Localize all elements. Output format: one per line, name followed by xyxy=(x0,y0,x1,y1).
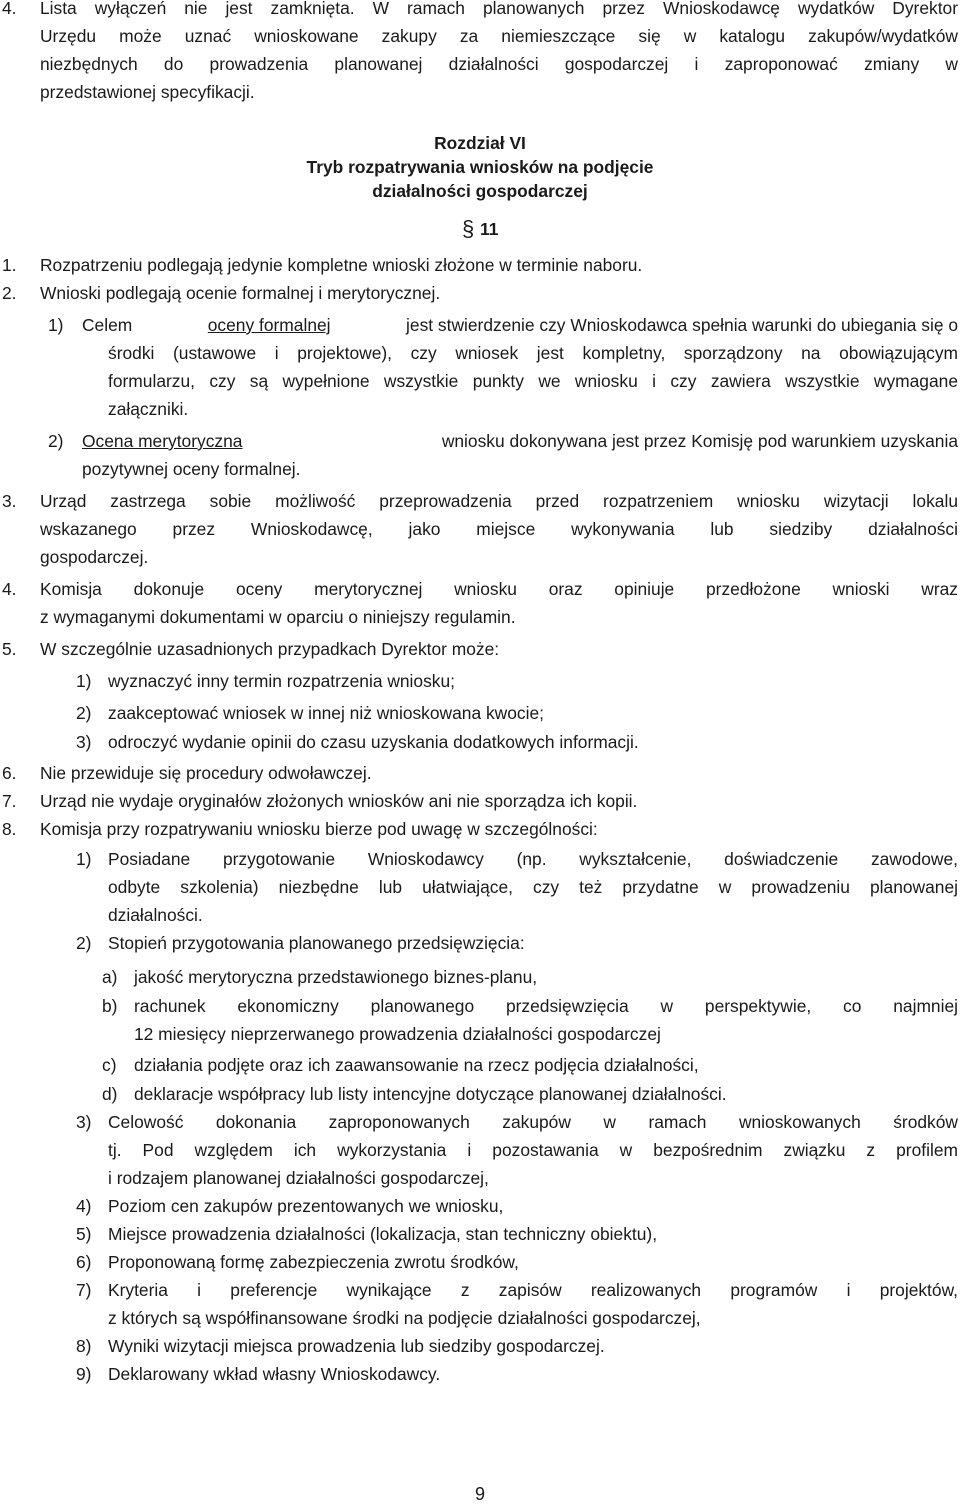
list-number: 1. xyxy=(2,255,17,275)
paragraph-text: Proponowaną formę zabezpieczenia zwrotu środków, xyxy=(108,1252,519,1272)
paragraph-text: rachunek ekonomiczny planowanego przedsięwzięcia w perspektywie, co najmniej xyxy=(134,996,958,1016)
sub-item xyxy=(0,1194,960,1218)
paragraph-text: odroczyć wydanie opinii do czasu uzyskania dodatkowych informacji. xyxy=(108,732,639,752)
sub-item-line xyxy=(0,1166,960,1190)
paragraph-text: Rozpatrzeniu podlegają jedynie kompletne wnioski złożone w terminie naboru. xyxy=(40,255,643,275)
list-number: 4. xyxy=(2,579,17,599)
paragraph-text xyxy=(82,313,958,337)
list-number: 3. xyxy=(2,491,17,511)
paragraph-text: z wymaganymi dokumentami w oparciu o niniejszy regulamin. xyxy=(40,607,516,627)
sub-item xyxy=(0,429,960,453)
sub-item-line xyxy=(0,457,960,481)
list-letter: d) xyxy=(102,1084,118,1104)
sub-item xyxy=(0,931,960,955)
sub-item-line xyxy=(0,903,960,927)
list-number: 5) xyxy=(76,1224,92,1244)
letter-item xyxy=(0,1053,960,1077)
paragraph-text: Deklarowany wkład własny Wnioskodawcy. xyxy=(108,1364,441,1384)
paragraph-text: działalności. xyxy=(108,905,203,925)
paragraph-text: tj. Pod względem ich wykorzystania i pozostawania w bezpośrednim związku z profilem xyxy=(108,1140,958,1160)
sub-item-line xyxy=(0,397,960,421)
paragraph-text: Kryteria i preferencje wynikające z zapisów realizowanych programów i projektów, xyxy=(108,1280,958,1300)
list-item xyxy=(0,761,960,785)
letter-item xyxy=(0,1082,960,1106)
sub-item xyxy=(0,1250,960,1274)
sub-item xyxy=(0,730,960,754)
paragraph-text: zaakceptować wniosek w innej niż wnioskowana kwocie; xyxy=(108,703,544,723)
paragraph-text: Komisja przy rozpatrywaniu wniosku bierze pod uwagę w szczególności: xyxy=(40,819,598,839)
letter-item xyxy=(0,994,960,1018)
list-number: 2) xyxy=(48,431,64,451)
paragraph-text: Nie przewiduje się procedury odwoławczej. xyxy=(40,763,372,783)
paragraph-text: Wnioski podlegają ocenie formalnej i merytorycznej. xyxy=(40,283,441,303)
paragraph-text: deklaracje współpracy lub listy intencyjne dotyczące planowanej działalności. xyxy=(134,1084,727,1104)
sub-item xyxy=(0,669,960,693)
list-item-line xyxy=(0,605,960,629)
chapter-title: działalności gospodarczej xyxy=(372,181,588,201)
paragraph-text: wskazanego przez Wnioskodawcę, jako miejsce wykonywania lub siedziby działalności xyxy=(40,519,958,539)
list-number: 4. xyxy=(2,0,17,18)
paragraph-text: jakość merytoryczna przedstawionego biznes-planu, xyxy=(134,967,538,987)
paragraph-text: Miejsce prowadzenia działalności (lokalizacja, stan techniczny obiektu), xyxy=(108,1224,658,1244)
paragraph-text: środki (ustawowe i projektowe), czy wniosek jest kompletny, sporządzony na obowiązującym xyxy=(108,343,958,363)
list-number: 8. xyxy=(2,819,17,839)
list-item xyxy=(0,489,960,513)
list-number: 7) xyxy=(76,1280,92,1300)
sub-item-line xyxy=(0,341,960,365)
paragraph-text: Celowość dokonania zaproponowanych zakupów w ramach wnioskowanych środków xyxy=(108,1112,958,1132)
list-number: 5. xyxy=(2,639,17,659)
section-heading xyxy=(0,217,960,241)
paragraph-text: formularzu, czy są wypełnione wszystkie punkty we wniosku i czy zawiera wszystkie wymagane xyxy=(108,371,958,391)
list-number: 7. xyxy=(2,791,17,811)
paragraph-text: Lista wyłączeń nie jest zamknięta. W ramach planowanych przez Wnioskodawcę wydatków Dyrektor xyxy=(40,0,958,18)
list-item xyxy=(0,789,960,813)
paragraph-text: W szczególnie uzasadnionych przypadkach Dyrektor może: xyxy=(40,639,500,659)
paragraph-text: niezbędnych do prowadzenia planowanej działalności gospodarczej i zaproponować zmiany w xyxy=(40,54,958,74)
list-item xyxy=(0,253,960,277)
intro-line xyxy=(0,24,960,48)
list-number: 4) xyxy=(76,1196,92,1216)
paragraph-text: działania podjęte oraz ich zaawansowanie na rzecz podjęcia działalności, xyxy=(134,1055,699,1075)
list-letter: b) xyxy=(102,996,118,1016)
paragraph-text: Urzędu może uznać wnioskowane zakupy za niemieszczące się w katalogu zakupów/wydatków xyxy=(40,26,958,46)
list-number: 6) xyxy=(76,1252,92,1272)
sub-item xyxy=(0,1278,960,1302)
list-number: 2) xyxy=(76,703,92,723)
sub-item-line xyxy=(0,875,960,899)
letter-item xyxy=(0,965,960,989)
intro-line xyxy=(0,80,960,104)
list-number: 6. xyxy=(2,763,17,783)
list-number: 1) xyxy=(76,849,92,869)
list-item xyxy=(0,281,960,305)
paragraph-text: z których są współfinansowane środki na podjęcie działalności gospodarczej, xyxy=(108,1308,701,1328)
intro-line xyxy=(0,0,960,20)
underlined-term: Ocena merytoryczna xyxy=(82,431,243,451)
paragraph-text: i rodzajem planowanej działalności gospodarczej, xyxy=(108,1168,489,1188)
sub-item xyxy=(0,701,960,725)
list-item-line xyxy=(0,517,960,541)
text-fragment: jest stwierdzenie czy Wnioskodawca spełnia warunki do ubiegania się o xyxy=(406,315,958,335)
paragraph-text: Posiadane przygotowanie Wnioskodawcy (np. wykształcenie, doświadczenie zawodowe, xyxy=(108,849,958,869)
list-number: 1) xyxy=(48,315,64,335)
list-number: 8) xyxy=(76,1336,92,1356)
sub-item xyxy=(0,313,960,337)
underlined-term: oceny formalnej xyxy=(207,315,331,335)
sub-item xyxy=(0,1334,960,1358)
paragraph-text: Stopień przygotowania planowanego przedsięwzięcia: xyxy=(108,933,525,953)
paragraph-text: Poziom cen zakupów prezentowanych we wniosku, xyxy=(108,1196,504,1216)
list-number: 2. xyxy=(2,283,17,303)
sub-item-line xyxy=(0,369,960,393)
paragraph-text: przedstawionej specyfikacji. xyxy=(40,82,255,102)
list-item xyxy=(0,637,960,661)
sub-item xyxy=(0,1110,960,1134)
paragraph-text xyxy=(82,429,958,453)
letter-item-line xyxy=(0,1022,960,1046)
chapter-title: Tryb rozpatrywania wniosków na podjęcie xyxy=(306,157,654,177)
chapter-number: Rozdział VI xyxy=(434,133,526,153)
list-number: 3) xyxy=(76,1112,92,1132)
paragraph-text: załączniki. xyxy=(108,399,189,419)
paragraph-text: Urząd nie wydaje oryginałów złożonych wniosków ani nie sporządza ich kopii. xyxy=(40,791,638,811)
page-number: 9 xyxy=(474,1484,485,1504)
list-number: 2) xyxy=(76,933,92,953)
text-fragment: Celem xyxy=(82,315,133,335)
paragraph-text: Komisja dokonuje oceny merytorycznej wniosku oraz opiniuje przedłożone wnioski wraz xyxy=(40,579,958,599)
list-letter: c) xyxy=(102,1055,117,1075)
sub-item-line xyxy=(0,1138,960,1162)
paragraph-text: Urząd zastrzega sobie możliwość przeprowadzenia przed rozpatrzeniem wniosku wizytacji lokalu xyxy=(40,491,958,511)
list-number: 1) xyxy=(76,671,92,691)
paragraph-text: gospodarczej. xyxy=(40,547,149,567)
list-item-line xyxy=(0,545,960,569)
list-number: 9) xyxy=(76,1364,92,1384)
sub-item-line xyxy=(0,1306,960,1330)
sub-item xyxy=(0,1362,960,1386)
paragraph-text: wyznaczyć inny termin rozpatrzenia wniosku; xyxy=(108,671,455,691)
sub-item xyxy=(0,847,960,871)
intro-line xyxy=(0,52,960,76)
paragraph-text: 12 miesięcy nieprzerwanego prowadzenia działalności gospodarczej xyxy=(134,1024,661,1044)
paragraph-text: pozytywnej oceny formalnej. xyxy=(82,459,301,479)
sub-item xyxy=(0,1222,960,1246)
paragraph-text: odbyte szkolenia) niezbędne lub ułatwiające, czy też przydatne w prowadzeniu planowanej xyxy=(108,877,958,897)
list-letter: a) xyxy=(102,967,118,987)
paragraph-text: Wyniki wizytacji miejsca prowadzenia lub siedziby gospodarczej. xyxy=(108,1336,605,1356)
list-item xyxy=(0,577,960,601)
text-fragment: wniosku dokonywana jest przez Komisję pod warunkiem uzyskania xyxy=(441,431,958,451)
list-number: 3) xyxy=(76,732,92,752)
list-item xyxy=(0,817,960,841)
section-sign: § xyxy=(462,216,475,241)
section-number: 11 xyxy=(480,219,499,239)
